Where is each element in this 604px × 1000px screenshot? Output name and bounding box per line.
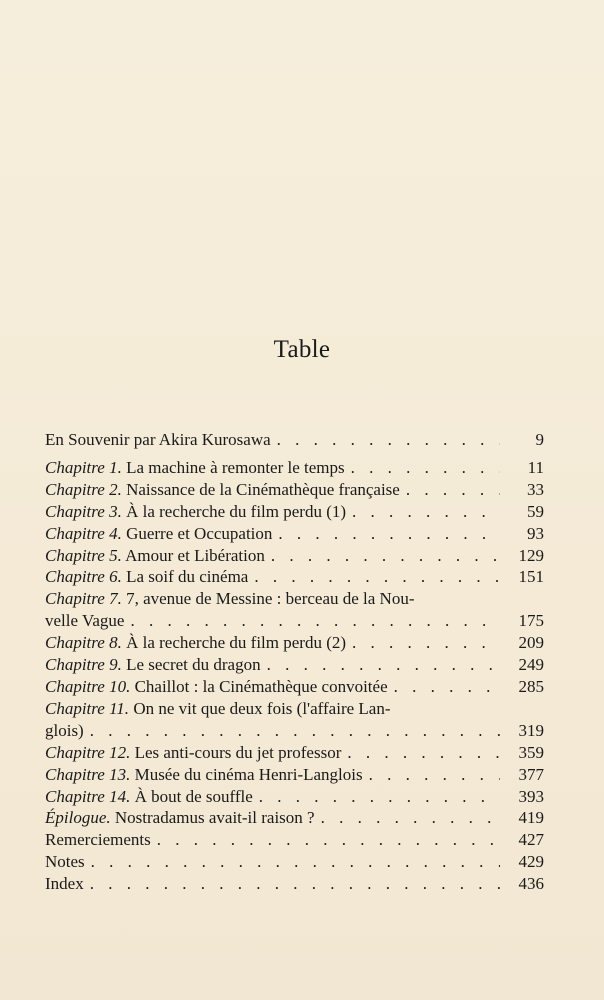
toc-entry-title: Musée du cinéma Henri-Langlois	[134, 764, 363, 784]
chapter-label: Chapitre 4.	[45, 523, 122, 543]
toc-page-number: 33	[527, 479, 544, 499]
page-title: Table	[273, 336, 331, 363]
toc-page-number: 393	[518, 786, 544, 806]
toc-entry	[45, 742, 544, 764]
dot-leader	[346, 501, 500, 523]
chapter-label: Chapitre 8.	[45, 633, 122, 653]
toc-entry	[45, 479, 544, 501]
toc-entry-title: En Souvenir par Akira Kurosawa	[45, 430, 271, 449]
dot-leader	[151, 829, 500, 851]
toc-page-number: 419	[518, 808, 544, 828]
toc-entry-title: Amour et Libération	[125, 545, 265, 565]
dot-leader	[248, 566, 500, 588]
toc-entry-title: Remerciements	[45, 830, 151, 850]
dot-leader	[265, 545, 500, 567]
chapter-label: Chapitre 1.	[45, 457, 122, 477]
dot-leader	[345, 457, 500, 479]
toc-entry-title-continued: velle Vague	[45, 611, 125, 631]
chapter-label: Chapitre 12.	[45, 742, 131, 762]
toc-entry	[45, 764, 544, 786]
toc-page-number: 319	[518, 720, 544, 740]
dot-leader	[346, 632, 500, 654]
toc-entry-title: Guerre et Occupation	[126, 523, 273, 543]
toc-page-number: 151	[518, 567, 544, 587]
toc-entry-title: Notes	[45, 852, 85, 872]
dot-leader	[271, 429, 500, 451]
toc-entry-title: 7, avenue de Messine : berceau de la Nou-	[126, 589, 415, 609]
toc-entry	[45, 851, 544, 873]
toc-page-number: 9	[535, 430, 544, 449]
toc-page-number: 129	[518, 545, 544, 565]
chapter-label: Chapitre 9.	[45, 655, 122, 675]
toc-page-number: 209	[518, 633, 544, 653]
toc-entry	[45, 523, 544, 545]
chapter-label: Chapitre 7.	[45, 589, 122, 609]
toc-page-number: 429	[518, 852, 544, 872]
toc-page-number: 11	[527, 457, 544, 477]
chapter-label: Chapitre 6.	[45, 567, 122, 587]
dot-leader	[341, 742, 500, 764]
toc-entry-title: Les anti-cours du jet professor	[134, 742, 342, 762]
toc-entry-title: La machine à remonter le temps	[126, 457, 345, 477]
toc-entry-title: Chaillot : la Cinémathèque convoitée	[134, 676, 388, 696]
dot-leader	[272, 523, 500, 545]
toc-entry	[45, 676, 544, 698]
toc-page-number: 377	[518, 764, 544, 784]
toc-page-number: 59	[527, 501, 544, 521]
chapter-label: Chapitre 14.	[45, 786, 131, 806]
toc-page-number: 93	[527, 523, 544, 543]
toc-entry-title: Index	[45, 874, 84, 894]
toc-entry	[45, 807, 544, 829]
toc-page-number: 359	[518, 742, 544, 762]
toc-entry-title: La soif du cinéma	[126, 567, 249, 587]
chapter-label: Chapitre 2.	[45, 479, 122, 499]
dot-leader	[261, 654, 500, 676]
dot-leader	[388, 676, 500, 698]
toc-entry-title: Nostradamus avait-il raison ?	[114, 808, 315, 828]
toc-entry	[45, 632, 544, 654]
chapter-label: Chapitre 10.	[45, 676, 131, 696]
toc-entry	[45, 654, 544, 676]
epilogue-label: Épilogue.	[45, 808, 111, 828]
toc-entry	[45, 829, 544, 851]
toc-page-number: 175	[518, 611, 544, 631]
toc-entry	[45, 786, 544, 808]
chapter-label: Chapitre 5.	[45, 545, 122, 565]
dot-leader	[84, 873, 500, 895]
dot-leader	[400, 479, 500, 501]
dot-leader	[84, 720, 500, 742]
chapter-label: Chapitre 11.	[45, 698, 130, 718]
toc-page-number: 285	[518, 676, 544, 696]
table-of-contents	[45, 429, 544, 895]
toc-entry	[45, 457, 544, 479]
toc-entry-title: À la recherche du film perdu (1)	[126, 501, 347, 521]
chapter-label: Chapitre 3.	[45, 501, 122, 521]
dot-leader	[253, 786, 500, 808]
toc-entry	[45, 566, 544, 588]
toc-entry-title: À la recherche du film perdu (2)	[126, 633, 347, 653]
toc-entry-title: À bout de souffle	[134, 786, 253, 806]
toc-page-number: 427	[518, 830, 544, 850]
chapter-label: Chapitre 13.	[45, 764, 131, 784]
toc-entry-title: Naissance de la Cinémathèque française	[126, 479, 400, 499]
toc-entry	[45, 545, 544, 567]
toc-entry	[45, 501, 544, 523]
toc-entry	[45, 588, 544, 632]
toc-page-number: 249	[518, 655, 544, 675]
toc-entry-title-continued: glois)	[45, 720, 84, 740]
toc-entry-title: Le secret du dragon	[126, 655, 261, 675]
toc-entry	[45, 873, 544, 895]
toc-entry	[45, 429, 544, 451]
toc-entry-title: On ne vit que deux fois (l'affaire Lan-	[133, 698, 391, 718]
dot-leader	[363, 764, 500, 786]
dot-leader	[315, 807, 500, 829]
toc-entry	[45, 698, 544, 742]
dot-leader	[124, 610, 500, 632]
dot-leader	[85, 851, 500, 873]
toc-page-number: 436	[518, 874, 544, 894]
